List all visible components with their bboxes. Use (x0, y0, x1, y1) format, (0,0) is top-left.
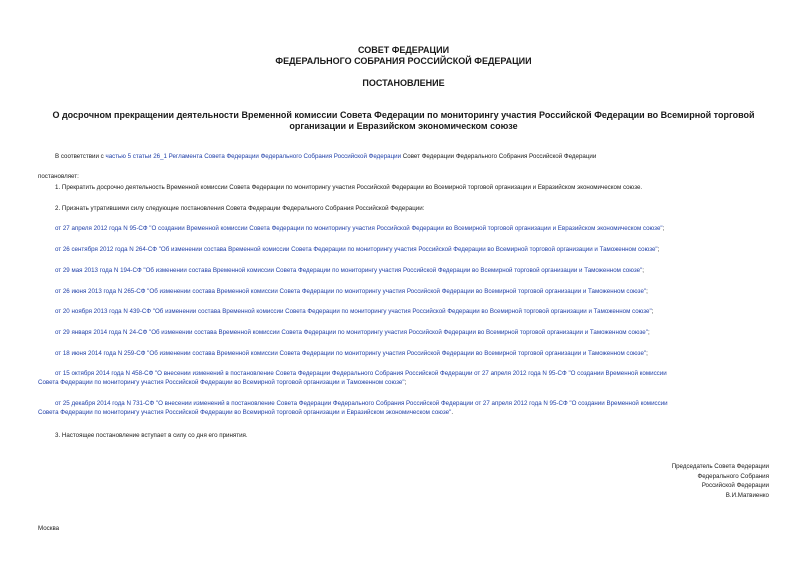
resolution-link[interactable]: от 27 апреля 2012 года N 95-СФ "О создании Временной комиссии Совета Федерации по мониторингу участия Российской Федерации во Всемирной торговой организации и Евразийском экономическом союзе" (55, 225, 663, 232)
header-assembly: ФЕДЕРАЛЬНОГО СОБРАНИЯ РОССИЙСКОЙ ФЕДЕРАЦИИ (275, 56, 532, 66)
signature-position: Председатель Совета Федерации (671, 463, 769, 470)
reglament-link[interactable]: частью 5 статьи 26_1 Регламента Совета Федерации Федерального Собрания Российской Федерации (105, 153, 402, 160)
resolution-item (55, 370, 667, 378)
resolution-link[interactable]: от 26 июня 2013 года N 265-СФ "Об изменении состава Временной комиссии Совета Федерации по мониторингу участия Российской Федерации во Всемирной торговой организации и Таможенном союзе" (55, 288, 647, 295)
resolution-item-continued: Совета Федерации по мониторингу участия Российской Федерации во Всемирной торговой организации и Евразийском экономическом союзе". (38, 409, 454, 416)
document-type: ПОСТАНОВЛЕНИЕ (362, 78, 445, 88)
resolution-item: от 29 мая 2013 года N 194-СФ "Об изменении состава Временной комиссии Совета Федерации по мониторингу участия Российской Федерации во Всемирной торговой организации и Таможенном союзе"; (55, 267, 645, 274)
resolution-link[interactable]: от 29 мая 2013 года N 194-СФ "Об изменении состава Временной комиссии Совета Федерации по мониторингу участия Российской Федерации во Всемирной торговой организации и Таможенном союзе" (55, 267, 643, 274)
resolution-link[interactable]: от 25 декабря 2014 года N 731-СФ "О внесении изменений в постановление Совета Федерации Федерального Собрания Российской Федерации от 27 апреля 2012 года N 95-СФ "О создании Временной комиссии (55, 400, 668, 407)
resolution-link[interactable]: от 29 января 2014 года N 24-СФ "Об изменении состава Временной комиссии Совета Федерации по мониторингу участия Российской Федерации во Всемирной торговой организации и Таможенном союзе" (55, 329, 648, 336)
resolves-text: постановляет: (38, 173, 79, 180)
signature-country: Российской Федерации (701, 482, 769, 489)
resolution-item: от 26 июня 2013 года N 265-СФ "Об изменении состава Временной комиссии Совета Федерации по мониторингу участия Российской Федерации во Всемирной торговой организации и Таможенном союзе"; (55, 288, 648, 295)
resolution-link[interactable]: от 18 июня 2014 года N 259-СФ "Об изменении состава Временной комиссии Совета Федерации по мониторингу участия Российской Федерации во Всемирной торговой организации и Таможенном союзе" (55, 350, 647, 357)
resolution-item: от 29 января 2014 года N 24-СФ "Об изменении состава Временной комиссии Совета Федерации по мониторингу участия Российской Федерации во Всемирной торговой организации и Таможенном союзе"; (55, 329, 650, 336)
resolution-link[interactable]: от 15 октября 2014 года N 458-СФ "О внесении изменений в постановление Совета Федерации Федерального Собрания Российской Федерации от 27 апреля 2012 года N 95-СФ "О создании Временной комиссии (55, 370, 667, 377)
resolution-item (55, 400, 668, 408)
preamble (55, 153, 596, 161)
resolution-item: от 18 июня 2014 года N 259-СФ "Об изменении состава Временной комиссии Совета Федерации по мониторингу участия Российской Федерации во Всемирной торговой организации и Таможенном союзе"; (55, 350, 648, 357)
preamble-prefix: В соответствии с (55, 153, 106, 160)
signature-assembly: Федерального Собрания (697, 472, 769, 480)
resolution-item: от 27 апреля 2012 года N 95-СФ "О создании Временной комиссии Совета Федерации по мониторингу участия Российской Федерации во Всемирной торговой организации и Евразийском экономическом союзе"; (55, 225, 665, 232)
resolution-link[interactable]: Совета Федерации по мониторингу участия Российской Федерации во Всемирной торговой организации и Евразийском экономическом союзе" (38, 409, 452, 416)
document-title-line1: О досрочном прекращении деятельности Временной комиссии Совета Федерации по мониторингу участия Российской Федерации во Всемирной торговой (52, 110, 755, 120)
resolution-item: от 26 сентября 2012 года N 264-СФ "Об изменении состава Временной комиссии Совета Федерации по мониторингу участия Российской Федерации во Всемирной торговой организации и Таможенном союзе"; (55, 246, 660, 253)
document-title-line2: организации и Евразийском экономическом союзе (289, 121, 518, 131)
header-council: СОВЕТ ФЕДЕРАЦИИ (357, 45, 450, 55)
resolution-item-continued: Совета Федерации по мониторингу участия Российской Федерации во Всемирной торговой организации и Таможенном союзе"; (38, 379, 407, 386)
resolution-link[interactable]: Совета Федерации по мониторингу участия Российской Федерации во Всемирной торговой организации и Таможенном союзе" (38, 379, 405, 386)
signature-block (672, 462, 769, 500)
preamble-suffix: Совет Федерации Федерального Собрания Российской Федерации (401, 153, 597, 160)
item-3: 3. Настоящее постановление вступает в силу со дня его принятия. (55, 432, 248, 439)
item-1: 1. Прекратить досрочно деятельность Временной комиссии Совета Федерации по мониторингу участия Российской Федерации во Всемирной торговой организации и Евразийском экономическом союзе. (55, 184, 643, 191)
item-2: 2. Признать утратившими силу следующие постановления Совета Федерации Федерального Собрания Российской Федерации: (55, 205, 425, 212)
resolution-link[interactable]: от 26 сентября 2012 года N 264-СФ "Об изменении состава Временной комиссии Совета Федерации по мониторингу участия Российской Федерации во Всемирной торговой организации и Таможенном союзе" (55, 246, 658, 253)
place-of-signing: Москва (38, 525, 60, 532)
resolution-link[interactable]: от 20 ноября 2013 года N 439-СФ "Об изменении состава Временной комиссии Совета Федерации по мониторингу участия Российской Федерации во Всемирной торговой организации и Таможенном союзе" (55, 308, 652, 315)
resolution-item: от 20 ноября 2013 года N 439-СФ "Об изменении состава Временной комиссии Совета Федерации по мониторингу участия Российской Федерации во Всемирной торговой организации и Таможенном союзе"; (55, 308, 654, 315)
signature-name: В.И.Матвиенко (725, 491, 769, 499)
